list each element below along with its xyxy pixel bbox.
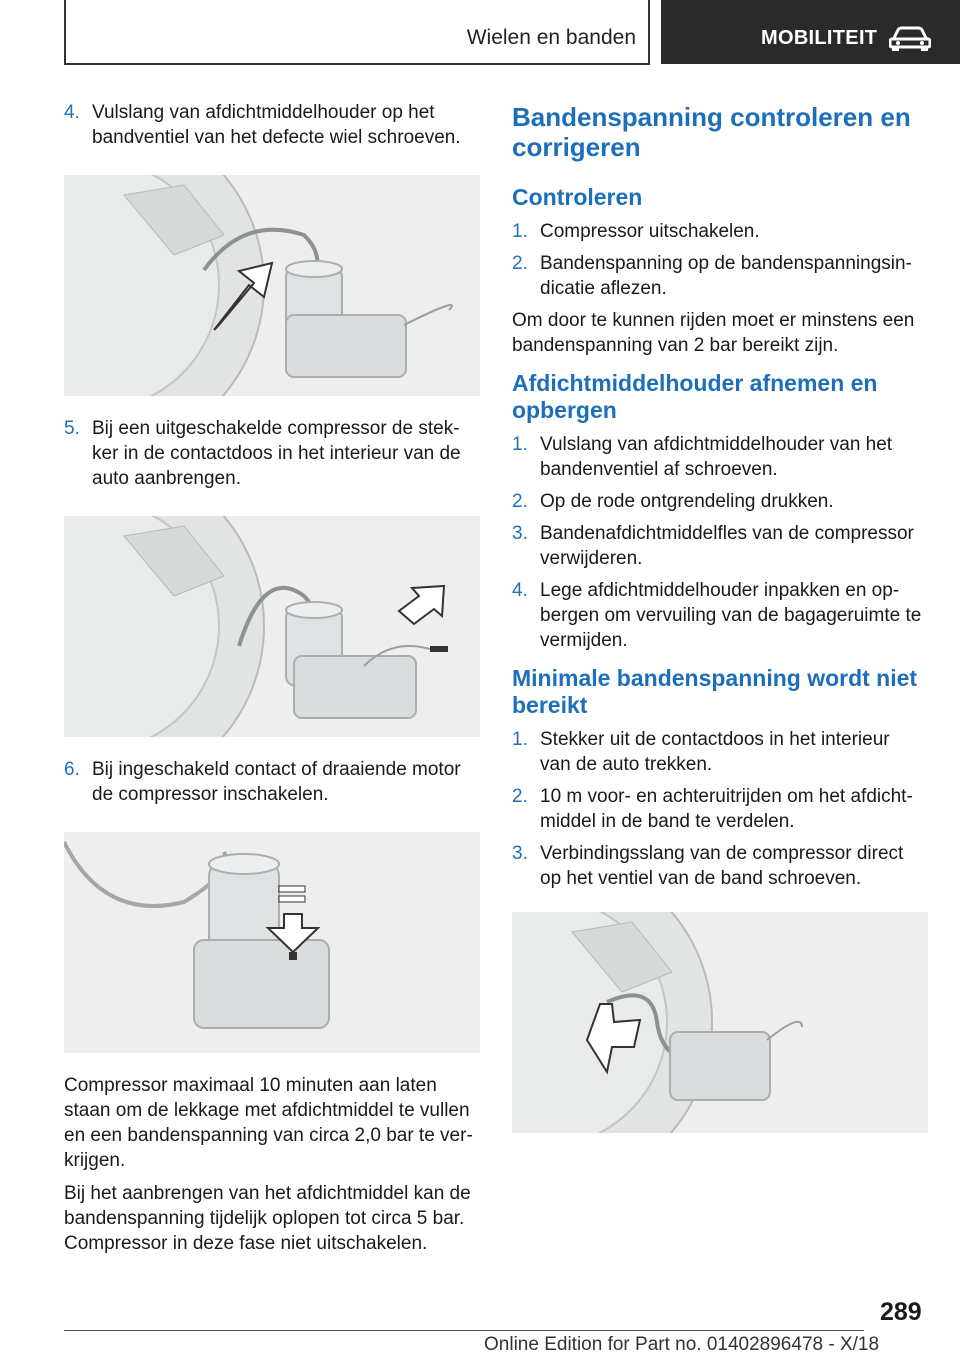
list-item	[512, 841, 924, 891]
list-item	[512, 489, 924, 514]
list-item	[512, 578, 924, 653]
left-column	[64, 100, 476, 1264]
step-text: Bij ingeschakeld contact of draaiende motor de compressor inschakelen.	[92, 759, 461, 805]
step-text: Vulslang van afdichtmiddelhouder van het bandenventiel af schroeven.	[540, 434, 893, 480]
car-icon	[889, 26, 931, 52]
header-divider-mid	[648, 0, 650, 64]
step-number: 5.	[64, 418, 80, 439]
chapter-label: MOBILITEIT	[761, 27, 878, 49]
step-number: 2.	[512, 253, 528, 274]
step-number: 6.	[64, 759, 80, 780]
page-title: Bandenspanning controleren en corrigeren	[512, 102, 911, 162]
paragraph-min-pressure: Om door te kunnen rijden moet er minstens een bandenspanning van 2 bar bereikt zijn.	[512, 310, 915, 356]
step-text: Verbindingsslang van de compressor direct op het ventiel van de band schroeven.	[540, 843, 904, 889]
step-text: Stekker uit de contactdoos in het interieur van de auto trekken.	[540, 729, 890, 775]
chapter-tab	[661, 0, 960, 64]
step-5	[64, 416, 476, 491]
paragraph-pressure-note: Bij het aanbrengen van het afdichtmiddel kan de bandenspanning tijdelijk oplopen tot circa 5 bar. Compressor in deze fase niet uitschakelen.	[64, 1183, 471, 1254]
step-number: 1.	[512, 434, 528, 455]
footer-divider	[64, 1330, 864, 1331]
list-item	[512, 219, 924, 244]
list-item	[512, 521, 924, 571]
paragraph-compressor-time: Compressor maximaal 10 minuten aan laten staan om de lekkage met afdichtmiddel te vullen en een bandenspanning van circa 2,0 bar te ver-krijgen.	[64, 1075, 473, 1171]
step-text: Op de rode ontgrendeling drukken.	[540, 491, 834, 512]
section-title: Wielen en banden	[466, 26, 636, 49]
step-text: Compressor uitschakelen.	[540, 221, 760, 242]
step-number: 4.	[64, 102, 80, 123]
illustration-hose-direct-valve	[512, 912, 928, 1133]
step-number: 3.	[512, 523, 528, 544]
step-6	[64, 757, 476, 807]
step-text: Bij een uitgeschakelde compressor de stek-ker in de contactdoos in het interieur van de auto aanbrengen.	[92, 418, 461, 489]
list-item	[512, 727, 924, 777]
step-number: 2.	[512, 491, 528, 512]
step-text: Vulslang van afdichtmiddelhouder op het bandventiel van het defecte wiel schroeven.	[92, 102, 461, 148]
illustration-compressor-switch	[64, 832, 480, 1053]
page-number: 289	[880, 1298, 922, 1326]
step-number: 2.	[512, 786, 528, 807]
section-heading-controleren: Controleren	[512, 184, 643, 210]
step-number: 1.	[512, 729, 528, 750]
list-item	[512, 784, 924, 834]
step-text: 10 m voor- en achteruitrijden om het afdicht-middel in de band te verdelen.	[540, 786, 913, 832]
step-number: 1.	[512, 221, 528, 242]
right-column	[512, 100, 924, 1133]
list-item	[512, 251, 924, 301]
header-divider-bottom	[64, 63, 650, 65]
illustration-plug-connection	[64, 516, 480, 737]
illustration-hose-to-valve	[64, 175, 480, 396]
section-heading-afnemen: Afdichtmiddelhouder afnemen en opbergen	[512, 370, 878, 423]
section-heading-minimale: Minimale bandenspanning wordt niet bereikt	[512, 665, 918, 718]
step-4	[64, 100, 476, 150]
step-text: Lege afdichtmiddelhouder inpakken en op-bergen om vervuiling van de bagageruimte te vermijden.	[540, 580, 922, 651]
step-number: 4.	[512, 580, 528, 601]
step-text: Bandenafdichtmiddelfles van de compressor verwijderen.	[540, 523, 914, 569]
step-number: 3.	[512, 843, 528, 864]
header-divider-left	[64, 0, 66, 64]
list-item	[512, 432, 924, 482]
footer-edition: Online Edition for Part no. 01402896478 - X/18	[484, 1334, 880, 1355]
step-text: Bandenspanning op de bandenspanningsin-dicatie aflezen.	[540, 253, 912, 299]
